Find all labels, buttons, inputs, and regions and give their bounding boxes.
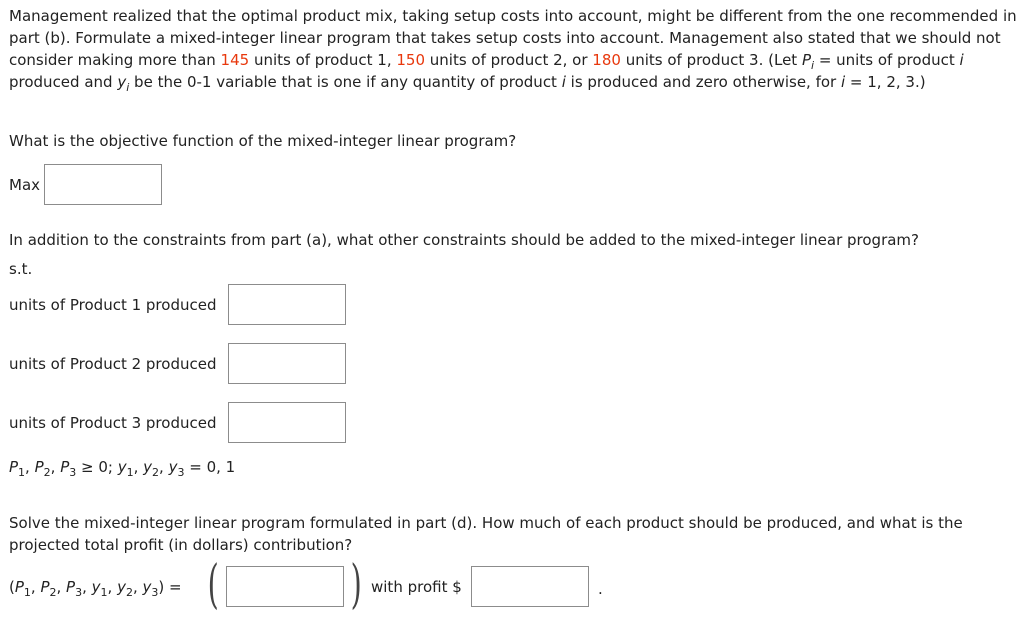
objective-question: What is the objective function of the mixed-integer linear program? [9,132,517,150]
right-paren: ) [350,555,362,615]
profit-label: with profit $ [371,578,462,596]
nonnegativity-constraint: $P_1$, $P_2$, $P_3 \ge 0$; $y_1$, $y_2$, $y_3 = 0$, 1 [9,458,236,479]
left-paren: ( [207,555,219,615]
solution-input[interactable] [226,566,344,607]
product-1-constraint-label: units of Product 1 produced [9,296,217,314]
profit-input[interactable] [471,566,589,607]
product-2-constraint-input[interactable] [228,343,346,384]
st-label: s.t. [9,260,33,278]
solution-variables-label: ($P_1$, $P_2$, $P_3$, $y_1$, $y_2$, $y_3$) = [9,578,182,599]
product-1-constraint-input[interactable] [228,284,346,325]
intro-paragraph: Management realized that the optimal product mix, taking setup costs into account, might be different from the one recommended in part (b). Formulate a mixed-integer linear program that takes setup costs into account. Management also stated that we should not consider making more than 145 units of product 1, 150 units of product 2, or 180 units of product 3. (Let $P_i$ = units of product i produced and $y_i$ be the 0-1 variable that is one if any quantity of product i is produced and zero otherwise, for i = 1, 2, 3.) [9,7,1017,94]
period: . [598,580,603,598]
solve-question: Solve the mixed-integer linear program formulated in part (d). How much of each product should be produced, and what is the projected total profit (in dollars) contribution? [9,514,963,554]
limit-product-3: 180 [592,51,621,69]
product-3-constraint-input[interactable] [228,402,346,443]
product-2-constraint-label: units of Product 2 produced [9,355,217,373]
objective-input[interactable] [44,164,162,205]
max-label: Max [9,176,41,194]
limit-product-2: 150 [396,51,425,69]
constraints-question: In addition to the constraints from part (a), what other constraints should be added to the mixed-integer linear program? [9,231,920,249]
limit-product-1: 145 [220,51,250,69]
product-3-constraint-label: units of Product 3 produced [9,414,217,432]
